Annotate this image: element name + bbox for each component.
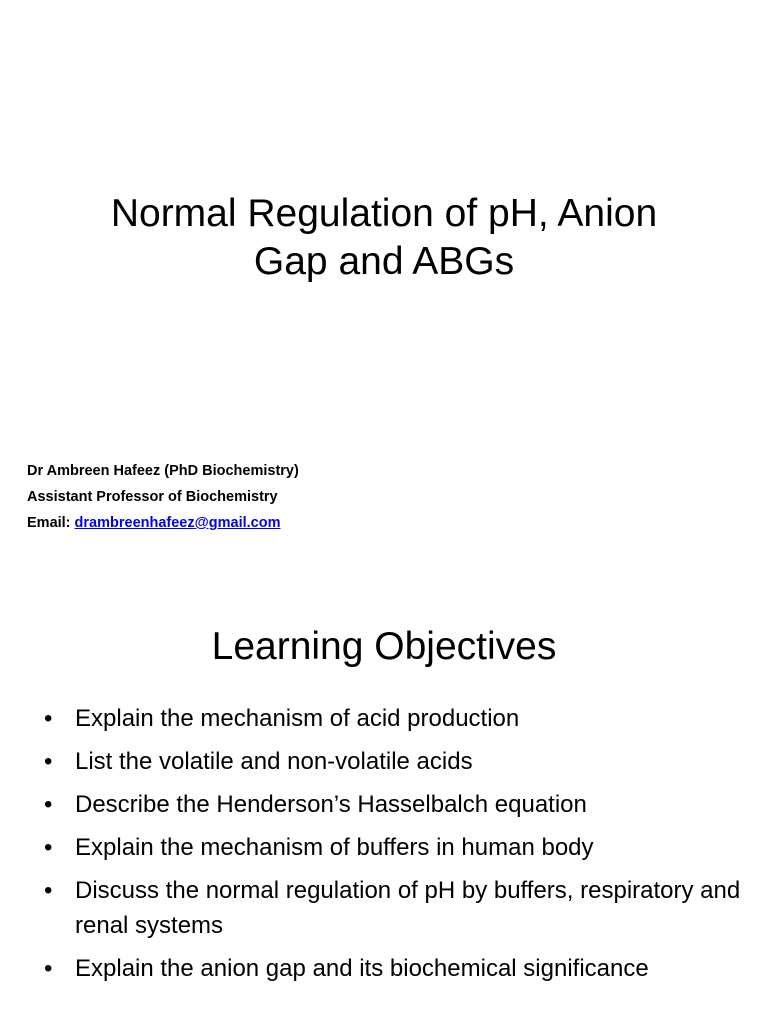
bullet-icon: • bbox=[44, 748, 53, 775]
objective-text: Explain the mechanism of acid production bbox=[75, 705, 520, 732]
objectives-list bbox=[44, 701, 754, 994]
email-label: Email: bbox=[27, 515, 71, 531]
bullet-icon: • bbox=[44, 705, 53, 732]
objective-item bbox=[44, 787, 754, 822]
objective-text: Explain the mechanism of buffers in human body bbox=[75, 834, 594, 861]
objective-item bbox=[44, 951, 754, 986]
objectives-heading: Learning Objectives bbox=[211, 625, 557, 668]
bullet-icon: • bbox=[44, 877, 53, 904]
objective-item bbox=[44, 744, 754, 779]
bullet-icon: • bbox=[44, 834, 53, 861]
slide-title-line-2: Gap and ABGs bbox=[253, 240, 515, 283]
slide-title bbox=[0, 190, 768, 286]
objective-item bbox=[44, 701, 754, 736]
bullet-icon: • bbox=[44, 955, 53, 982]
slide-title-line-1: Normal Regulation of pH, Anion bbox=[110, 192, 658, 235]
author-name: Dr Ambreen Hafeez (PhD Biochemistry) bbox=[27, 463, 299, 479]
objective-text: Explain the anion gap and its biochemical significance bbox=[75, 955, 649, 982]
objective-text: Discuss the normal regulation of pH by buffers, respiratory and renal systems bbox=[75, 877, 741, 939]
objective-text: Describe the Henderson’s Hasselbalch equation bbox=[75, 791, 587, 818]
objective-text: List the volatile and non-volatile acids bbox=[75, 748, 473, 775]
objective-item bbox=[44, 873, 754, 943]
email-link[interactable]: drambreenhafeez@gmail.com bbox=[74, 515, 281, 531]
bullet-icon: • bbox=[44, 791, 53, 818]
author-email-line bbox=[27, 510, 299, 536]
author-position: Assistant Professor of Biochemistry bbox=[27, 489, 278, 505]
objective-item bbox=[44, 830, 754, 865]
author-info bbox=[27, 458, 299, 536]
